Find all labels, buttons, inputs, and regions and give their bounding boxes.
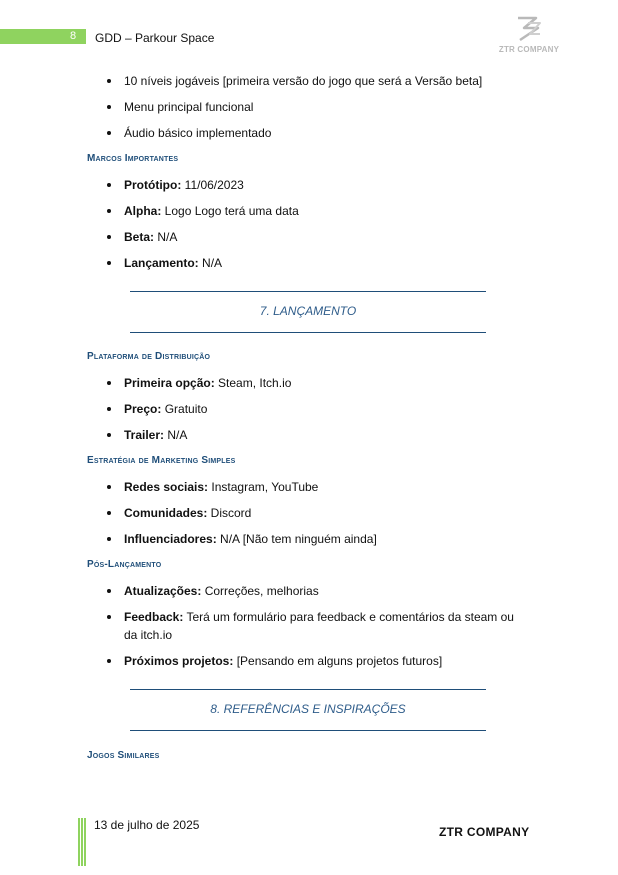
footer-accent-lines xyxy=(78,818,87,866)
list-item: Próximos projetos: [Pensando em alguns projetos futuros] xyxy=(124,652,524,670)
list-item: Áudio básico implementado xyxy=(124,124,524,142)
list-item: Menu principal funcional xyxy=(124,98,524,116)
chapter-heading-8 xyxy=(130,689,486,731)
list-item: Preço: Gratuito xyxy=(124,400,524,418)
footer-date: 13 de julho de 2025 xyxy=(94,818,200,832)
logo-text: ZTR COMPANY xyxy=(498,45,560,54)
list-item: Alpha: Logo Logo terá uma data xyxy=(124,202,524,220)
list-item: Protótipo: 11/06/2023 xyxy=(124,176,524,194)
list-item: Lançamento: N/A xyxy=(124,254,524,272)
list-item: Influenciadores: N/A [Não tem ninguém ainda] xyxy=(124,530,524,548)
page-number: 8 xyxy=(70,30,77,42)
section-heading-plataforma: Plataforma de Distribuição xyxy=(87,351,211,362)
document-title: GDD – Parkour Space xyxy=(95,31,215,45)
section-heading-marketing: Estratégia de Marketing Simples xyxy=(87,455,236,466)
list-item: Atualizações: Correções, melhorias xyxy=(124,582,524,600)
list-item: Trailer: N/A xyxy=(124,426,524,444)
section-heading-pos: Pós-Lançamento xyxy=(87,559,162,570)
list-item: Feedback: Terá um formulário para feedback e comentários da steam ou da itch.io xyxy=(124,608,524,644)
list-item: Redes sociais: Instagram, YouTube xyxy=(124,478,524,496)
logo-mark-icon xyxy=(514,16,544,42)
list-item: Primeira opção: Steam, Itch.io xyxy=(124,374,524,392)
list-item: 10 níveis jogáveis [primeira versão do jogo que será a Versão beta] xyxy=(124,72,524,90)
chapter-heading-7 xyxy=(130,291,486,333)
footer-company: ZTR COMPANY xyxy=(439,825,530,839)
chapter-title: 7. LANÇAMENTO xyxy=(259,304,357,318)
list-item: Beta: N/A xyxy=(124,228,524,246)
section-heading-jogos: Jogos Similares xyxy=(87,750,160,761)
chapter-title: 8. REFERÊNCIAS E INSPIRAÇÕES xyxy=(210,702,406,716)
company-logo xyxy=(494,16,564,56)
section-heading-marcos: Marcos Importantes xyxy=(87,153,179,164)
list-item: Comunidades: Discord xyxy=(124,504,524,522)
